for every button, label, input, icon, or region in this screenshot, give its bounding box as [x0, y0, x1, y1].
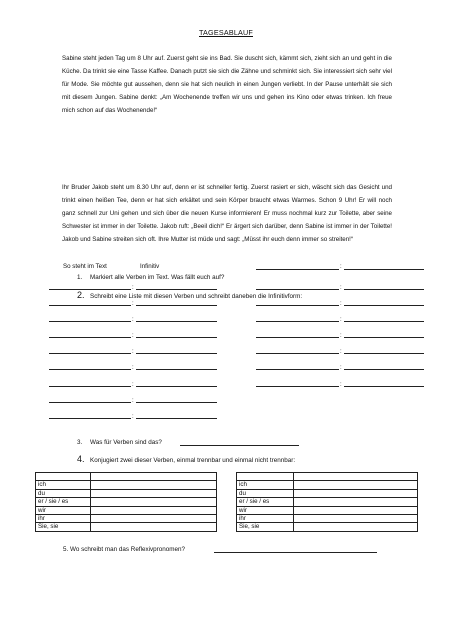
task-3-text: Was für Verben sind das? [90, 439, 162, 446]
verb-list-text-line[interactable] [256, 289, 339, 290]
verb-list-colon: : [340, 317, 342, 323]
verb-list-text-line[interactable] [256, 386, 339, 387]
pronoun-cell: Sie, sie [237, 523, 294, 531]
pronoun-cell: ihr [36, 515, 91, 523]
table-row [237, 481, 418, 489]
task-5-answer-line[interactable] [214, 552, 377, 553]
table-row [36, 489, 217, 497]
verb-list-colon: : [340, 285, 342, 291]
verb-list-colon: : [132, 365, 134, 371]
verb-list-header-infinitive: Infinitiv [140, 263, 160, 270]
verb-list-text-line[interactable] [49, 289, 131, 290]
verb-form-cell[interactable] [91, 481, 217, 489]
verb-list-colon: : [132, 349, 134, 355]
verb-list-infinitive-line[interactable] [136, 369, 217, 370]
table-row [36, 515, 217, 523]
table-row [237, 523, 418, 531]
pronoun-cell: wir [237, 506, 294, 514]
pronoun-cell: Sie, sie [36, 523, 91, 531]
verb-form-cell[interactable] [91, 498, 217, 506]
verb-list-text-line[interactable] [256, 353, 339, 354]
verb-list-infinitive-line[interactable] [136, 386, 217, 387]
verb-list-text-line[interactable] [49, 386, 131, 387]
verb-list-infinitive-line[interactable] [344, 386, 424, 387]
table-row [237, 515, 418, 523]
verb-list-colon: : [132, 398, 134, 404]
verb-form-cell[interactable] [91, 489, 217, 497]
verb-list-text-line[interactable] [49, 418, 131, 419]
verb-list-infinitive-line[interactable] [136, 289, 217, 290]
pronoun-cell: ich [36, 481, 91, 489]
verb-list-right-text-line[interactable] [256, 269, 339, 270]
verb-list-infinitive-line[interactable] [344, 305, 424, 306]
page-title: TAGESABLAUF [199, 28, 253, 37]
verb-form-cell[interactable] [294, 498, 418, 506]
verb-list-infinitive-line[interactable] [136, 337, 217, 338]
verb-list-text-line[interactable] [256, 305, 339, 306]
pronoun-cell: du [36, 489, 91, 497]
task-4-text: Konjugiert zwei dieser Verben, einmal trennbar und einmal nicht trennbar: [90, 457, 296, 464]
verb-list-text-line[interactable] [49, 305, 131, 306]
verb-list-infinitive-line[interactable] [344, 321, 424, 322]
verb-form-cell[interactable] [294, 523, 418, 531]
verb-list-text-line[interactable] [256, 321, 339, 322]
verb-list-text-line[interactable] [49, 337, 131, 338]
pronoun-cell: ich [237, 481, 294, 489]
task-3-number: 3. [77, 439, 83, 446]
task-2-text: Schreibt eine Liste mit diesen Verben und schreibt daneben die Infinitivform: [90, 293, 303, 300]
pronoun-cell: wir [36, 506, 91, 514]
verb-list-text-line[interactable] [49, 321, 131, 322]
table-row [36, 481, 217, 489]
table-row [36, 473, 217, 481]
verb-list-text-line[interactable] [256, 337, 339, 338]
verb-list-infinitive-line[interactable] [136, 305, 217, 306]
table-row [237, 473, 418, 481]
verb-list-colon: : [132, 382, 134, 388]
verb-list-colon: : [340, 264, 342, 270]
task-1-number: 1. [77, 274, 83, 281]
task-4-number: 4. [77, 454, 85, 464]
pronoun-cell [36, 473, 91, 481]
verb-list-infinitive-line[interactable] [344, 289, 424, 290]
verb-list-colon: : [340, 333, 342, 339]
verb-list-colon: : [132, 333, 134, 339]
task-2-number: 2. [77, 290, 85, 300]
verb-list-infinitive-line[interactable] [136, 402, 217, 403]
verb-list-infinitive-line[interactable] [344, 337, 424, 338]
pronoun-cell: du [237, 489, 294, 497]
verb-list-header-text: So steht im Text [63, 263, 107, 270]
verb-list-infinitive-line[interactable] [344, 353, 424, 354]
task-4 [77, 454, 295, 464]
verb-form-cell[interactable] [294, 473, 418, 481]
task-3 [77, 439, 162, 446]
task-5-text: 5. Wo schreibt man das Reflexivpronomen? [63, 546, 186, 553]
conjugation-table-right [236, 472, 418, 532]
pronoun-cell [237, 473, 294, 481]
task-3-answer-line[interactable] [180, 445, 299, 446]
pronoun-cell: er / sie / es [237, 498, 294, 506]
table-row [237, 489, 418, 497]
verb-form-cell[interactable] [294, 506, 418, 514]
table-row [36, 498, 217, 506]
verb-list-right-infinitive-line[interactable] [344, 269, 424, 270]
verb-list-infinitive-line[interactable] [344, 369, 424, 370]
task-1 [77, 274, 224, 281]
verb-form-cell[interactable] [91, 523, 217, 531]
verb-list-colon: : [340, 365, 342, 371]
table-row [237, 506, 418, 514]
verb-list-colon: : [340, 382, 342, 388]
verb-list-colon: : [340, 349, 342, 355]
verb-form-cell[interactable] [294, 489, 418, 497]
verb-list-colon: : [132, 301, 134, 307]
table-row [36, 523, 217, 531]
verb-form-cell[interactable] [91, 473, 217, 481]
conjugation-table-left [35, 472, 217, 532]
task-5 [63, 546, 185, 553]
verb-form-cell[interactable] [294, 481, 418, 489]
text-paragraph-sabine: Sabine steht jeden Tag um 8 Uhr auf. Zuerst geht sie ins Bad. Sie duscht sich, kämmt sich, zieht sich an und geht in die Küche. Da trinkt sie eine Tasse Kaffee. Danach putzt sie sich die Zähne und schminkt sich. Sie interessiert sich sehr viel für Mode. Sie möchte gut aussehen, denn sie hat sich neulich in einen Jungen verliebt. In der Pause unterhält sie sich mit diesem Jungen. Sabine denkt: „Am Wochenende treffen wir uns und gehen ins Kino oder etwas trinken. Ich freue mich schon auf das Wochenende!“ [62, 55, 392, 114]
task-2 [77, 290, 302, 300]
verb-list-colon: : [132, 414, 134, 420]
verb-list-infinitive-line[interactable] [136, 353, 217, 354]
verb-list-text-line[interactable] [49, 369, 131, 370]
verb-form-cell[interactable] [91, 515, 217, 523]
verb-form-cell[interactable] [91, 506, 217, 514]
text-paragraph-jakob: Ihr Bruder Jakob steht um 8.30 Uhr auf, denn er ist schneller fertig. Zuerst rasiert er sich, wäscht sich das Gesicht und trinkt einen heißen Tee, denn er hat sich erkältet und sein Körper braucht etwas Warmes. Schon 9 Uhr! Er will noch ganz schnell zur Uni gehen und sich über die neuen Kurse informieren! Er muss nochmal kurz zur Toilette, aber seine Schwester ist immer in der Toilette. Jakob ruft: „Beeil dich!“ Er ärgert sich darüber, denn Sabine ist immer in der Toilette! Jakob und Sabine streiten sich oft. Ihre Mutter ist müde und sagt: „Müsst ihr euch denn immer so streiten!“ [62, 184, 392, 243]
verb-list-colon: : [132, 317, 134, 323]
verb-list-infinitive-line[interactable] [136, 418, 217, 419]
pronoun-cell: er / sie / es [36, 498, 91, 506]
verb-list-infinitive-line[interactable] [136, 321, 217, 322]
verb-list-text-line[interactable] [49, 353, 131, 354]
pronoun-cell: ihr [237, 515, 294, 523]
verb-list-text-line[interactable] [49, 402, 131, 403]
verb-list-colon: : [340, 301, 342, 307]
verb-form-cell[interactable] [294, 515, 418, 523]
task-1-text: Markiert alle Verben im Text. Was fällt euch auf? [90, 274, 225, 281]
table-row [237, 498, 418, 506]
table-row [36, 506, 217, 514]
verb-list-colon: : [132, 285, 134, 291]
verb-list-text-line[interactable] [256, 369, 339, 370]
